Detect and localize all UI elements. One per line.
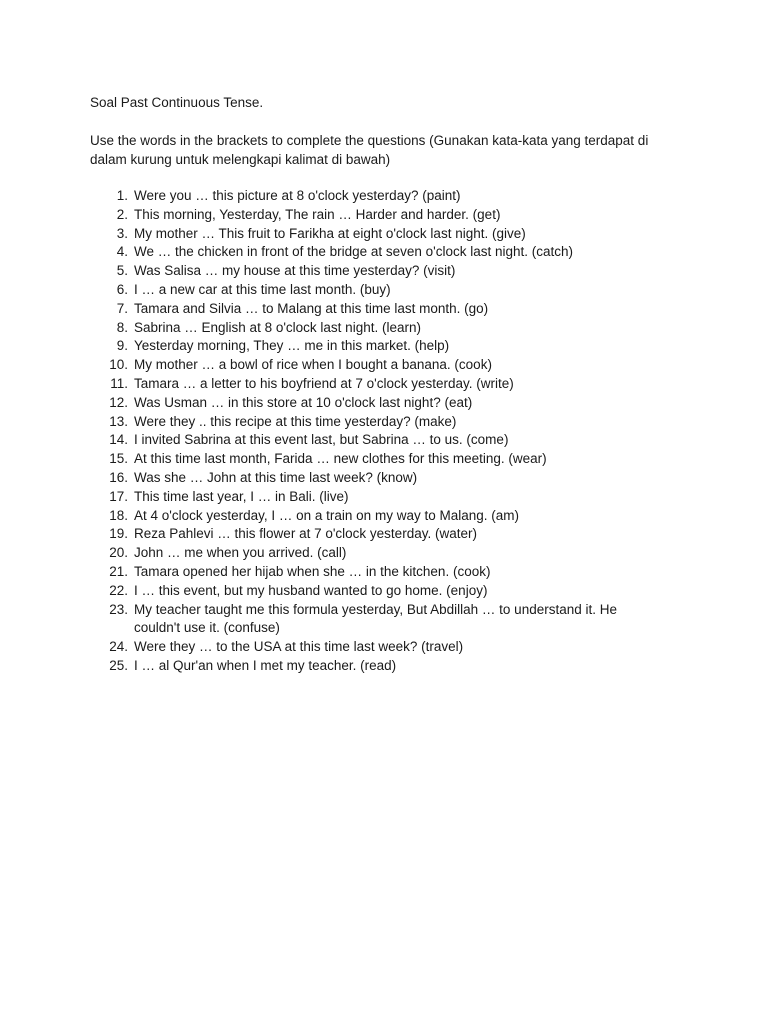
question-number: 24. [109, 639, 128, 655]
question-number: 8. [116, 319, 128, 335]
question-text: My teacher taught me this formula yesterday, But Abdillah … to understand it. He couldn't use it. (confuse) [134, 601, 617, 636]
question-text: Reza Pahlevi … this flower at 7 o'clock yesterday. (water) [134, 526, 477, 542]
question-text: At 4 o'clock yesterday, I … on a train on my way to Malang. (am) [134, 507, 519, 523]
question-item [90, 243, 690, 262]
question-item [90, 206, 690, 225]
question-number: 7. [116, 300, 128, 316]
question-item [90, 262, 690, 281]
question-item [90, 281, 690, 300]
question-number: 9. [116, 338, 128, 354]
instruction-text: Use the words in the brackets to complete the questions (Gunakan kata-kata yang terdapat di dalam kurung untuk melengkapi kalimat di bawah) [90, 133, 649, 167]
question-number: 13. [109, 413, 128, 429]
question-number: 23. [109, 601, 128, 617]
question-item [90, 582, 690, 601]
question-text: John … me when you arrived. (call) [134, 545, 347, 561]
question-item [90, 488, 690, 507]
question-item [90, 300, 690, 319]
question-number: 2. [116, 206, 128, 222]
question-text: Tamara … a letter to his boyfriend at 7 o'clock yesterday. (write) [134, 375, 514, 391]
question-text: At this time last month, Farida … new clothes for this meeting. (wear) [134, 451, 547, 467]
question-number: 14. [109, 432, 128, 448]
question-text: My mother … This fruit to Farikha at eight o'clock last night. (give) [134, 225, 526, 241]
question-text: My mother … a bowl of rice when I bought a banana. (cook) [134, 357, 492, 373]
question-item [90, 544, 690, 563]
question-number: 16. [109, 469, 128, 485]
question-text: Was Salisa … my house at this time yesterday? (visit) [134, 263, 456, 279]
question-number: 25. [109, 657, 128, 673]
question-text: Was she … John at this time last week? (know) [134, 469, 418, 485]
question-text: I invited Sabrina at this event last, but Sabrina … to us. (come) [134, 432, 509, 448]
question-item [90, 431, 690, 450]
question-text: Were they .. this recipe at this time yesterday? (make) [134, 413, 457, 429]
question-number: 22. [109, 582, 128, 598]
question-item [90, 601, 690, 639]
question-text: Tamara opened her hijab when she … in the kitchen. (cook) [134, 563, 491, 579]
question-text: I … a new car at this time last month. (buy) [134, 281, 391, 297]
question-number: 11. [110, 375, 128, 391]
question-text: Were you … this picture at 8 o'clock yesterday? (paint) [134, 188, 461, 203]
question-text: Was Usman … in this store at 10 o'clock last night? (eat) [134, 394, 473, 410]
question-number: 3. [116, 225, 128, 241]
question-item [90, 469, 690, 488]
question-text: We … the chicken in front of the bridge at seven o'clock last night. (catch) [134, 244, 574, 260]
question-text: I … al Qur'an when I met my teacher. (read) [134, 657, 397, 673]
question-item [90, 319, 690, 338]
question-item [90, 563, 690, 582]
question-number: 20. [109, 545, 128, 561]
question-text: Sabrina … English at 8 o'clock last night. (learn) [134, 319, 421, 335]
question-number: 1. [116, 188, 128, 203]
question-number: 18. [109, 507, 128, 523]
question-text: This morning, Yesterday, The rain … Harder and harder. (get) [134, 206, 501, 222]
question-text: I … this event, but my husband wanted to go home. (enjoy) [134, 582, 488, 598]
question-item [90, 394, 690, 413]
question-number: 21. [109, 563, 128, 579]
question-text: Tamara and Silvia … to Malang at this time last month. (go) [134, 300, 489, 316]
question-number: 17. [109, 488, 128, 504]
document-title: Soal Past Continuous Tense. [90, 95, 264, 110]
question-item [90, 450, 690, 469]
question-number: 4. [116, 244, 128, 260]
question-text: This time last year, I … in Bali. (live) [134, 488, 349, 504]
question-item [90, 375, 690, 394]
question-item [90, 507, 690, 526]
question-item [90, 657, 690, 676]
question-item [90, 187, 690, 206]
question-number: 15. [109, 451, 128, 467]
question-number: 12. [109, 394, 128, 410]
question-number: 10. [109, 357, 128, 373]
question-item [90, 356, 690, 375]
question-item [90, 638, 690, 657]
question-item [90, 525, 690, 544]
question-number: 5. [116, 263, 128, 279]
question-number: 6. [116, 281, 128, 297]
question-item [90, 225, 690, 244]
document-page [90, 94, 690, 676]
question-list [90, 187, 690, 676]
question-item [90, 337, 690, 356]
question-text: Yesterday morning, They … me in this market. (help) [134, 338, 450, 354]
question-text: Were they … to the USA at this time last week? (travel) [134, 639, 464, 655]
question-number: 19. [109, 526, 128, 542]
question-item [90, 413, 690, 432]
